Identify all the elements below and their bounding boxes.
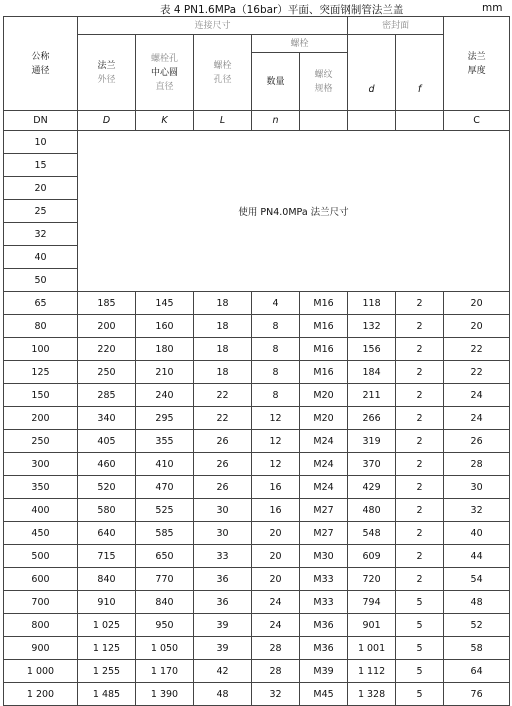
od-cell: 1 485 bbox=[78, 683, 136, 706]
header-nominal-line2: 通径 bbox=[31, 65, 50, 76]
seal-d-cell: 1 328 bbox=[348, 683, 396, 706]
seal-d-cell: 548 bbox=[348, 522, 396, 545]
dn-cell: 20 bbox=[4, 177, 78, 200]
bolt-circle-cell: 650 bbox=[136, 545, 194, 568]
header-thread-line1: 螺纹 bbox=[314, 69, 333, 80]
dn-cell: 32 bbox=[4, 223, 78, 246]
od-cell: 580 bbox=[78, 499, 136, 522]
bolt-circle-cell: 950 bbox=[136, 614, 194, 637]
dn-cell: 25 bbox=[4, 200, 78, 223]
dn-cell: 15 bbox=[4, 154, 78, 177]
bolt-circle-cell: 1 170 bbox=[136, 660, 194, 683]
table-row bbox=[4, 131, 510, 154]
dn-cell: 300 bbox=[4, 453, 78, 476]
bolt-circle-cell: 1 390 bbox=[136, 683, 194, 706]
seal-f-cell: 2 bbox=[396, 453, 444, 476]
seal-d-cell: 480 bbox=[348, 499, 396, 522]
header-l-line1: 螺栓 bbox=[213, 60, 232, 71]
od-cell: 185 bbox=[78, 292, 136, 315]
thickness-cell: 58 bbox=[444, 637, 510, 660]
bolt-circle-cell: 470 bbox=[136, 476, 194, 499]
od-cell: 840 bbox=[78, 568, 136, 591]
table-row bbox=[4, 453, 510, 476]
thread-cell: M24 bbox=[300, 430, 348, 453]
seal-f-cell: 2 bbox=[396, 361, 444, 384]
bolt-circle-cell: 145 bbox=[136, 292, 194, 315]
table-row bbox=[4, 430, 510, 453]
header-k-line3: 直径 bbox=[155, 81, 174, 92]
thickness-cell: 76 bbox=[444, 683, 510, 706]
od-cell: 1 125 bbox=[78, 637, 136, 660]
header-sym-thread-blank bbox=[300, 111, 348, 131]
header-connection-size: 连接尺寸 bbox=[78, 17, 348, 35]
header-sealing-face: 密封面 bbox=[348, 17, 444, 35]
table-row bbox=[4, 660, 510, 683]
header-od-line2: 外径 bbox=[97, 74, 116, 85]
thickness-cell: 20 bbox=[444, 315, 510, 338]
bolt-hole-cell: 30 bbox=[194, 499, 252, 522]
bolt-circle-cell: 585 bbox=[136, 522, 194, 545]
thread-cell: M36 bbox=[300, 614, 348, 637]
seal-f-cell: 5 bbox=[396, 637, 444, 660]
bolt-circle-cell: 410 bbox=[136, 453, 194, 476]
table-header bbox=[4, 17, 510, 131]
bolt-qty-cell: 32 bbox=[252, 683, 300, 706]
thread-cell: M16 bbox=[300, 361, 348, 384]
bolt-circle-cell: 210 bbox=[136, 361, 194, 384]
bolt-qty-cell: 12 bbox=[252, 407, 300, 430]
seal-f-cell: 2 bbox=[396, 476, 444, 499]
seal-f-cell: 5 bbox=[396, 660, 444, 683]
dn-cell: 600 bbox=[4, 568, 78, 591]
seal-f-cell: 2 bbox=[396, 384, 444, 407]
seal-f-cell: 2 bbox=[396, 407, 444, 430]
bolt-qty-cell: 24 bbox=[252, 591, 300, 614]
seal-f-cell: 2 bbox=[396, 568, 444, 591]
header-od-line1: 法兰 bbox=[97, 60, 116, 71]
seal-f-cell: 2 bbox=[396, 522, 444, 545]
thread-cell: M16 bbox=[300, 315, 348, 338]
seal-f-cell: 2 bbox=[396, 545, 444, 568]
header-sym-D: D bbox=[78, 111, 136, 131]
dn-cell: 125 bbox=[4, 361, 78, 384]
bolt-qty-cell: 8 bbox=[252, 384, 300, 407]
bolt-hole-cell: 42 bbox=[194, 660, 252, 683]
thread-cell: M30 bbox=[300, 545, 348, 568]
od-cell: 520 bbox=[78, 476, 136, 499]
bolt-qty-cell: 24 bbox=[252, 614, 300, 637]
bolt-qty-cell: 8 bbox=[252, 338, 300, 361]
bolt-hole-cell: 39 bbox=[194, 637, 252, 660]
table-row bbox=[4, 338, 510, 361]
thickness-cell: 64 bbox=[444, 660, 510, 683]
od-cell: 1 025 bbox=[78, 614, 136, 637]
header-nominal-line1: 公称 bbox=[31, 51, 50, 62]
bolt-hole-cell: 36 bbox=[194, 568, 252, 591]
table-row bbox=[4, 384, 510, 407]
header-sym-K: K bbox=[136, 111, 194, 131]
seal-f-cell: 2 bbox=[396, 430, 444, 453]
bolt-hole-cell: 18 bbox=[194, 361, 252, 384]
seal-f-cell: 5 bbox=[396, 683, 444, 706]
od-cell: 405 bbox=[78, 430, 136, 453]
bolt-qty-cell: 20 bbox=[252, 545, 300, 568]
header-sym-n: n bbox=[252, 111, 300, 131]
bolt-qty-cell: 28 bbox=[252, 637, 300, 660]
thread-cell: M20 bbox=[300, 384, 348, 407]
thread-cell: M27 bbox=[300, 522, 348, 545]
dn-cell: 400 bbox=[4, 499, 78, 522]
seal-f-cell: 2 bbox=[396, 338, 444, 361]
bolt-hole-cell: 18 bbox=[194, 315, 252, 338]
thread-cell: M39 bbox=[300, 660, 348, 683]
dn-cell: 1 000 bbox=[4, 660, 78, 683]
header-flange-od bbox=[78, 35, 136, 111]
header-thickness-line1: 法兰 bbox=[467, 51, 486, 62]
od-cell: 340 bbox=[78, 407, 136, 430]
dn-cell: 1 200 bbox=[4, 683, 78, 706]
thickness-cell: 48 bbox=[444, 591, 510, 614]
thickness-cell: 24 bbox=[444, 384, 510, 407]
bolt-qty-cell: 28 bbox=[252, 660, 300, 683]
bolt-circle-cell: 180 bbox=[136, 338, 194, 361]
thread-cell: M33 bbox=[300, 591, 348, 614]
thread-cell: M45 bbox=[300, 683, 348, 706]
od-cell: 220 bbox=[78, 338, 136, 361]
seal-d-cell: 1 001 bbox=[348, 637, 396, 660]
thickness-cell: 26 bbox=[444, 430, 510, 453]
header-k-line1: 螺栓孔 bbox=[150, 53, 178, 64]
thickness-cell: 54 bbox=[444, 568, 510, 591]
thickness-cell: 28 bbox=[444, 453, 510, 476]
od-cell: 910 bbox=[78, 591, 136, 614]
header-bolt-hole bbox=[194, 35, 252, 111]
thread-cell: M20 bbox=[300, 407, 348, 430]
table-row bbox=[4, 545, 510, 568]
header-sym-f-blank bbox=[396, 111, 444, 131]
od-cell: 200 bbox=[78, 315, 136, 338]
seal-d-cell: 720 bbox=[348, 568, 396, 591]
od-cell: 460 bbox=[78, 453, 136, 476]
bolt-circle-cell: 840 bbox=[136, 591, 194, 614]
header-seal-f bbox=[396, 35, 444, 111]
thickness-cell: 24 bbox=[444, 407, 510, 430]
bolt-circle-cell: 770 bbox=[136, 568, 194, 591]
seal-d-cell: 901 bbox=[348, 614, 396, 637]
table-title: 表 4 PN1.6MPa（16bar）平面、突面钢制管法兰盖 bbox=[160, 4, 404, 16]
thread-cell: M36 bbox=[300, 637, 348, 660]
thread-cell: M24 bbox=[300, 476, 348, 499]
seal-d-cell: 1 112 bbox=[348, 660, 396, 683]
thickness-cell: 40 bbox=[444, 522, 510, 545]
bolt-hole-cell: 33 bbox=[194, 545, 252, 568]
od-cell: 715 bbox=[78, 545, 136, 568]
seal-f-cell: 2 bbox=[396, 292, 444, 315]
bolt-hole-cell: 18 bbox=[194, 338, 252, 361]
table-row bbox=[4, 614, 510, 637]
thread-cell: M16 bbox=[300, 338, 348, 361]
table-caption bbox=[0, 0, 512, 16]
thread-cell: M24 bbox=[300, 453, 348, 476]
seal-d-cell: 609 bbox=[348, 545, 396, 568]
bolt-hole-cell: 26 bbox=[194, 430, 252, 453]
header-seal-f-symbol: f bbox=[417, 84, 422, 95]
bolt-hole-cell: 39 bbox=[194, 614, 252, 637]
seal-d-cell: 429 bbox=[348, 476, 396, 499]
header-seal-d-symbol: d bbox=[368, 84, 375, 95]
bolt-circle-cell: 525 bbox=[136, 499, 194, 522]
header-sym-d-blank bbox=[348, 111, 396, 131]
dn-cell: 10 bbox=[4, 131, 78, 154]
flange-cover-table bbox=[3, 16, 510, 706]
thickness-cell: 44 bbox=[444, 545, 510, 568]
bolt-qty-cell: 8 bbox=[252, 315, 300, 338]
header-sym-dn: DN bbox=[4, 111, 78, 131]
header-flange-thickness bbox=[444, 17, 510, 111]
bolt-qty-cell: 20 bbox=[252, 568, 300, 591]
bolt-qty-cell: 16 bbox=[252, 476, 300, 499]
dn-cell: 80 bbox=[4, 315, 78, 338]
od-cell: 640 bbox=[78, 522, 136, 545]
table-row bbox=[4, 361, 510, 384]
bolt-circle-cell: 295 bbox=[136, 407, 194, 430]
bolt-qty-cell: 4 bbox=[252, 292, 300, 315]
table-row bbox=[4, 499, 510, 522]
seal-d-cell: 184 bbox=[348, 361, 396, 384]
thickness-cell: 32 bbox=[444, 499, 510, 522]
header-bolt-qty bbox=[252, 53, 300, 111]
bolt-hole-cell: 48 bbox=[194, 683, 252, 706]
dn-cell: 150 bbox=[4, 384, 78, 407]
seal-d-cell: 211 bbox=[348, 384, 396, 407]
seal-d-cell: 794 bbox=[348, 591, 396, 614]
unit-label: mm bbox=[482, 2, 503, 14]
dn-cell: 350 bbox=[4, 476, 78, 499]
table-row bbox=[4, 522, 510, 545]
bolt-circle-cell: 355 bbox=[136, 430, 194, 453]
bolt-hole-cell: 26 bbox=[194, 453, 252, 476]
bolt-hole-cell: 22 bbox=[194, 407, 252, 430]
dn-cell: 450 bbox=[4, 522, 78, 545]
header-thread-line2: 规格 bbox=[314, 83, 333, 94]
header-thickness-line2: 厚度 bbox=[467, 65, 486, 76]
bolt-circle-cell: 160 bbox=[136, 315, 194, 338]
header-nominal-diameter bbox=[4, 17, 78, 111]
seal-f-cell: 5 bbox=[396, 614, 444, 637]
seal-d-cell: 156 bbox=[348, 338, 396, 361]
table-row bbox=[4, 637, 510, 660]
table-row bbox=[4, 568, 510, 591]
seal-f-cell: 5 bbox=[396, 591, 444, 614]
dn-cell: 40 bbox=[4, 246, 78, 269]
dn-cell: 900 bbox=[4, 637, 78, 660]
header-k-line2: 中心圆 bbox=[150, 67, 178, 78]
seal-f-cell: 2 bbox=[396, 499, 444, 522]
table-body bbox=[4, 131, 510, 706]
bolt-qty-cell: 16 bbox=[252, 499, 300, 522]
header-sym-C: C bbox=[444, 111, 510, 131]
thickness-cell: 52 bbox=[444, 614, 510, 637]
bolt-qty-cell: 20 bbox=[252, 522, 300, 545]
bolt-qty-cell: 12 bbox=[252, 430, 300, 453]
bolt-hole-cell: 22 bbox=[194, 384, 252, 407]
dn-cell: 250 bbox=[4, 430, 78, 453]
table-row bbox=[4, 591, 510, 614]
thickness-cell: 20 bbox=[444, 292, 510, 315]
header-l-line2: 孔径 bbox=[213, 74, 232, 85]
bolt-hole-cell: 30 bbox=[194, 522, 252, 545]
table-row bbox=[4, 407, 510, 430]
bolt-qty-cell: 8 bbox=[252, 361, 300, 384]
dn-cell: 500 bbox=[4, 545, 78, 568]
dn-cell: 65 bbox=[4, 292, 78, 315]
thread-cell: M33 bbox=[300, 568, 348, 591]
bolt-circle-cell: 240 bbox=[136, 384, 194, 407]
seal-d-cell: 132 bbox=[348, 315, 396, 338]
bolt-hole-cell: 26 bbox=[194, 476, 252, 499]
dn-cell: 50 bbox=[4, 269, 78, 292]
header-bolt-thread bbox=[300, 53, 348, 111]
seal-d-cell: 319 bbox=[348, 430, 396, 453]
table-row bbox=[4, 292, 510, 315]
thickness-cell: 30 bbox=[444, 476, 510, 499]
od-cell: 1 255 bbox=[78, 660, 136, 683]
header-bolt: 螺栓 bbox=[252, 35, 348, 53]
dn-cell: 700 bbox=[4, 591, 78, 614]
seal-f-cell: 2 bbox=[396, 315, 444, 338]
thread-cell: M16 bbox=[300, 292, 348, 315]
table-row bbox=[4, 315, 510, 338]
table-row bbox=[4, 476, 510, 499]
bolt-hole-cell: 18 bbox=[194, 292, 252, 315]
seal-d-cell: 266 bbox=[348, 407, 396, 430]
dn-cell: 800 bbox=[4, 614, 78, 637]
header-qty-label: 数量 bbox=[266, 76, 285, 87]
seal-d-cell: 370 bbox=[348, 453, 396, 476]
table-row bbox=[4, 683, 510, 706]
seal-d-cell: 118 bbox=[348, 292, 396, 315]
thread-cell: M27 bbox=[300, 499, 348, 522]
bolt-circle-cell: 1 050 bbox=[136, 637, 194, 660]
od-cell: 285 bbox=[78, 384, 136, 407]
thickness-cell: 22 bbox=[444, 338, 510, 361]
header-sym-L: L bbox=[194, 111, 252, 131]
dn-cell: 200 bbox=[4, 407, 78, 430]
bolt-qty-cell: 12 bbox=[252, 453, 300, 476]
od-cell: 250 bbox=[78, 361, 136, 384]
thickness-cell: 22 bbox=[444, 361, 510, 384]
bolt-hole-cell: 36 bbox=[194, 591, 252, 614]
header-bolt-circle bbox=[136, 35, 194, 111]
dn-cell: 100 bbox=[4, 338, 78, 361]
pn40-note-cell: 使用 PN4.0MPa 法兰尺寸 bbox=[78, 131, 510, 292]
header-seal-d bbox=[348, 35, 396, 111]
